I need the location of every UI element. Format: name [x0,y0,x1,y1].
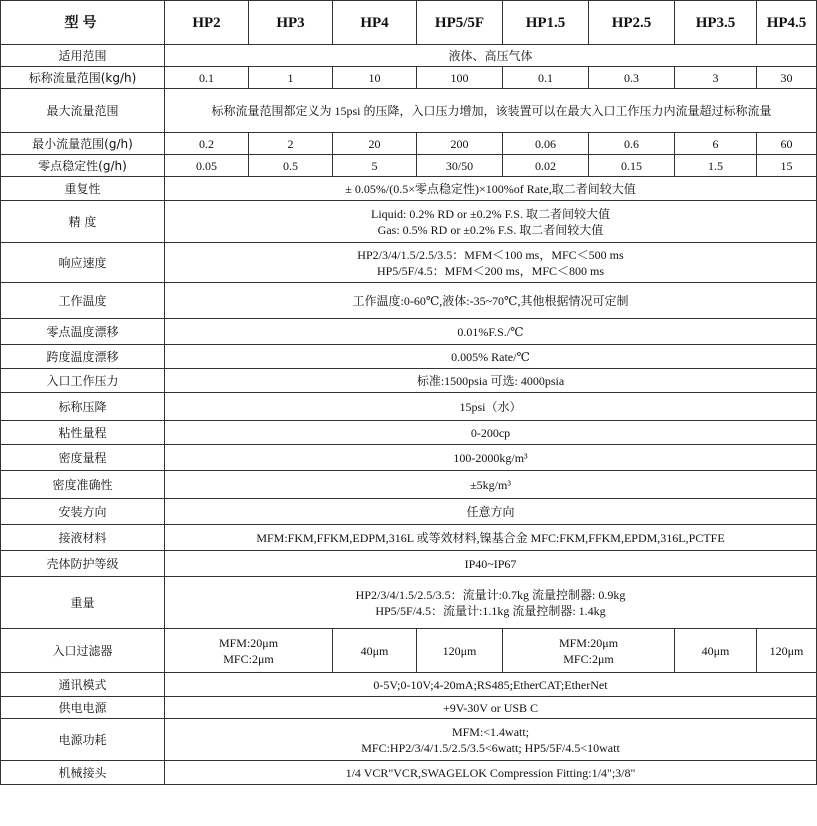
table-cell: 6 [675,133,757,155]
table-cell: 0.06 [503,133,589,155]
row-value: 0-5V;0-10V;4-20mA;RS485;EtherCAT;EtherNet [165,673,817,697]
row-label: 零点温度漂移 [1,319,165,345]
row-label: 机械接头 [1,761,165,785]
value-line-2: Gas: 0.5% RD or ±0.2% F.S. 取二者间较大值 [377,222,604,237]
row-value: 0-200cp [165,421,817,445]
table-cell: 0.05 [165,155,249,177]
table-cell: 200 [417,133,503,155]
row-viscosity-range [1,421,817,445]
filter-120um: 120μm [757,629,817,673]
row-label: 响应速度 [1,243,165,283]
row-label: 最大流量范围 [1,89,165,133]
row-value: IP40~IP67 [165,551,817,577]
model-hp2-5: HP2.5 [589,1,675,45]
row-label: 密度准确性 [1,471,165,499]
row-label: 入口过滤器 [1,629,165,673]
header-row [1,1,817,45]
row-inlet-filter [1,629,817,673]
model-hp2: HP2 [165,1,249,45]
table-cell: 100 [417,67,503,89]
row-value [165,719,817,761]
row-zero-stability [1,155,817,177]
row-label: 跨度温度漂移 [1,345,165,369]
value-line-1: MFM:<1.4watt; [451,724,530,739]
filter-120um: 120μm [417,629,503,673]
row-value: 任意方向 [165,499,817,525]
row-value: 15psi（水） [165,393,817,421]
filter-40um: 40μm [333,629,417,673]
table-cell: 0.5 [249,155,333,177]
row-label: 最小流量范围(g/h) [1,133,165,155]
table-cell: 5 [333,155,417,177]
row-value [165,201,817,243]
row-label: 工作温度 [1,283,165,319]
table-cell: 1.5 [675,155,757,177]
row-power-supply [1,697,817,719]
row-applicable-range [1,45,817,67]
row-value: ± 0.05%/(0.5×零点稳定性)×100%of Rate,取二者间较大值 [165,177,817,201]
value-line-2: HP5/5F/4.5：MFM＜200 ms，MFC＜800 ms [376,263,605,278]
table-cell: 60 [757,133,817,155]
table-cell: 15 [757,155,817,177]
row-label: 壳体防护等级 [1,551,165,577]
table-cell: 0.3 [589,67,675,89]
table-cell: 0.6 [589,133,675,155]
row-label: 适用范围 [1,45,165,67]
row-wetted-material [1,525,817,551]
table-cell: 10 [333,67,417,89]
model-hp5-5f: HP5/5F [417,1,503,45]
value-line-2: HP5/5F/4.5：流量计:1.1kg 流量控制器: 1.4kg [375,603,606,618]
row-value [165,577,817,629]
row-weight [1,577,817,629]
row-value: 标准:1500psia 可选: 4000psia [165,369,817,393]
row-enclosure [1,551,817,577]
row-inlet-pressure [1,369,817,393]
model-hp3: HP3 [249,1,333,45]
row-value: 标称流量范围都定义为 15psi 的压降，入口压力增加，该装置可以在最大入口工作压力内流量超过标称流量 [165,89,817,133]
row-value: 液体、高压气体 [165,45,817,67]
row-label: 零点稳定性(g/h) [1,155,165,177]
row-label: 接液材料 [1,525,165,551]
row-working-temp [1,283,817,319]
row-mounting [1,499,817,525]
row-value: 0.01%F.S./℃ [165,319,817,345]
filter-group-1 [165,629,333,673]
row-label: 电源功耗 [1,719,165,761]
row-label: 重量 [1,577,165,629]
row-communication [1,673,817,697]
row-density-range [1,445,817,471]
table-cell: 1 [249,67,333,89]
row-label: 入口工作压力 [1,369,165,393]
table-cell: 30 [757,67,817,89]
row-value: 1/4 VCR"VCR,SWAGELOK Compression Fitting:1/4";3/8" [165,761,817,785]
row-label: 密度量程 [1,445,165,471]
row-zero-temp-drift [1,319,817,345]
row-nominal-pressure-drop [1,393,817,421]
model-hp4-5: HP4.5 [757,1,817,45]
filter-mfm: MFM:20μm [558,635,619,650]
row-accuracy [1,201,817,243]
row-power-consumption [1,719,817,761]
row-density-accuracy [1,471,817,499]
row-value: 0.005% Rate/℃ [165,345,817,369]
row-span-temp-drift [1,345,817,369]
table-cell: 0.2 [165,133,249,155]
row-label: 标称流量范围(kg/h) [1,67,165,89]
filter-mfc: MFC:2μm [223,651,274,666]
row-value [165,243,817,283]
value-line-1: HP2/3/4/1.5/2.5/3.5：流量计:0.7kg 流量控制器: 0.9kg [355,587,626,602]
table-cell: 2 [249,133,333,155]
filter-mfm: MFM:20μm [218,635,279,650]
model-hp4: HP4 [333,1,417,45]
row-value: 工作温度:0-60℃,液体:-35~70℃,其他根据情况可定制 [165,283,817,319]
table-cell: 3 [675,67,757,89]
row-label: 供电电源 [1,697,165,719]
row-nominal-flow [1,67,817,89]
table-cell: 0.1 [165,67,249,89]
row-response-speed [1,243,817,283]
value-line-1: Liquid: 0.2% RD or ±0.2% F.S. 取二者间较大值 [371,206,610,221]
row-label: 重复性 [1,177,165,201]
header-label: 型号 [1,1,165,45]
row-label: 粘性量程 [1,421,165,445]
table-cell: 20 [333,133,417,155]
row-value: 100-2000kg/m³ [165,445,817,471]
row-fitting [1,761,817,785]
model-hp3-5: HP3.5 [675,1,757,45]
row-label: 精 度 [1,201,165,243]
filter-mfc: MFC:2μm [563,651,614,666]
row-repeatability [1,177,817,201]
value-line-2: MFC:HP2/3/4/1.5/2.5/3.5<6watt; HP5/5F/4.5<10watt [361,740,620,755]
model-hp1-5: HP1.5 [503,1,589,45]
table-cell: 30/50 [417,155,503,177]
table-cell: 0.15 [589,155,675,177]
filter-group-2 [503,629,675,673]
row-value: ±5kg/m³ [165,471,817,499]
table-cell: 0.02 [503,155,589,177]
row-value: +9V-30V or USB C [165,697,817,719]
filter-40um: 40μm [675,629,757,673]
table-cell: 0.1 [503,67,589,89]
row-value: MFM:FKM,FFKM,EDPM,316L 或等效材料,镍基合金 MFC:FKM,FFKM,EPDM,316L,PCTFE [165,525,817,551]
row-max-flow [1,89,817,133]
row-label: 安装方向 [1,499,165,525]
value-line-1: HP2/3/4/1.5/2.5/3.5：MFM＜100 ms，MFC＜500 ms [357,247,624,262]
row-label: 标称压降 [1,393,165,421]
row-label: 通讯模式 [1,673,165,697]
row-min-flow [1,133,817,155]
